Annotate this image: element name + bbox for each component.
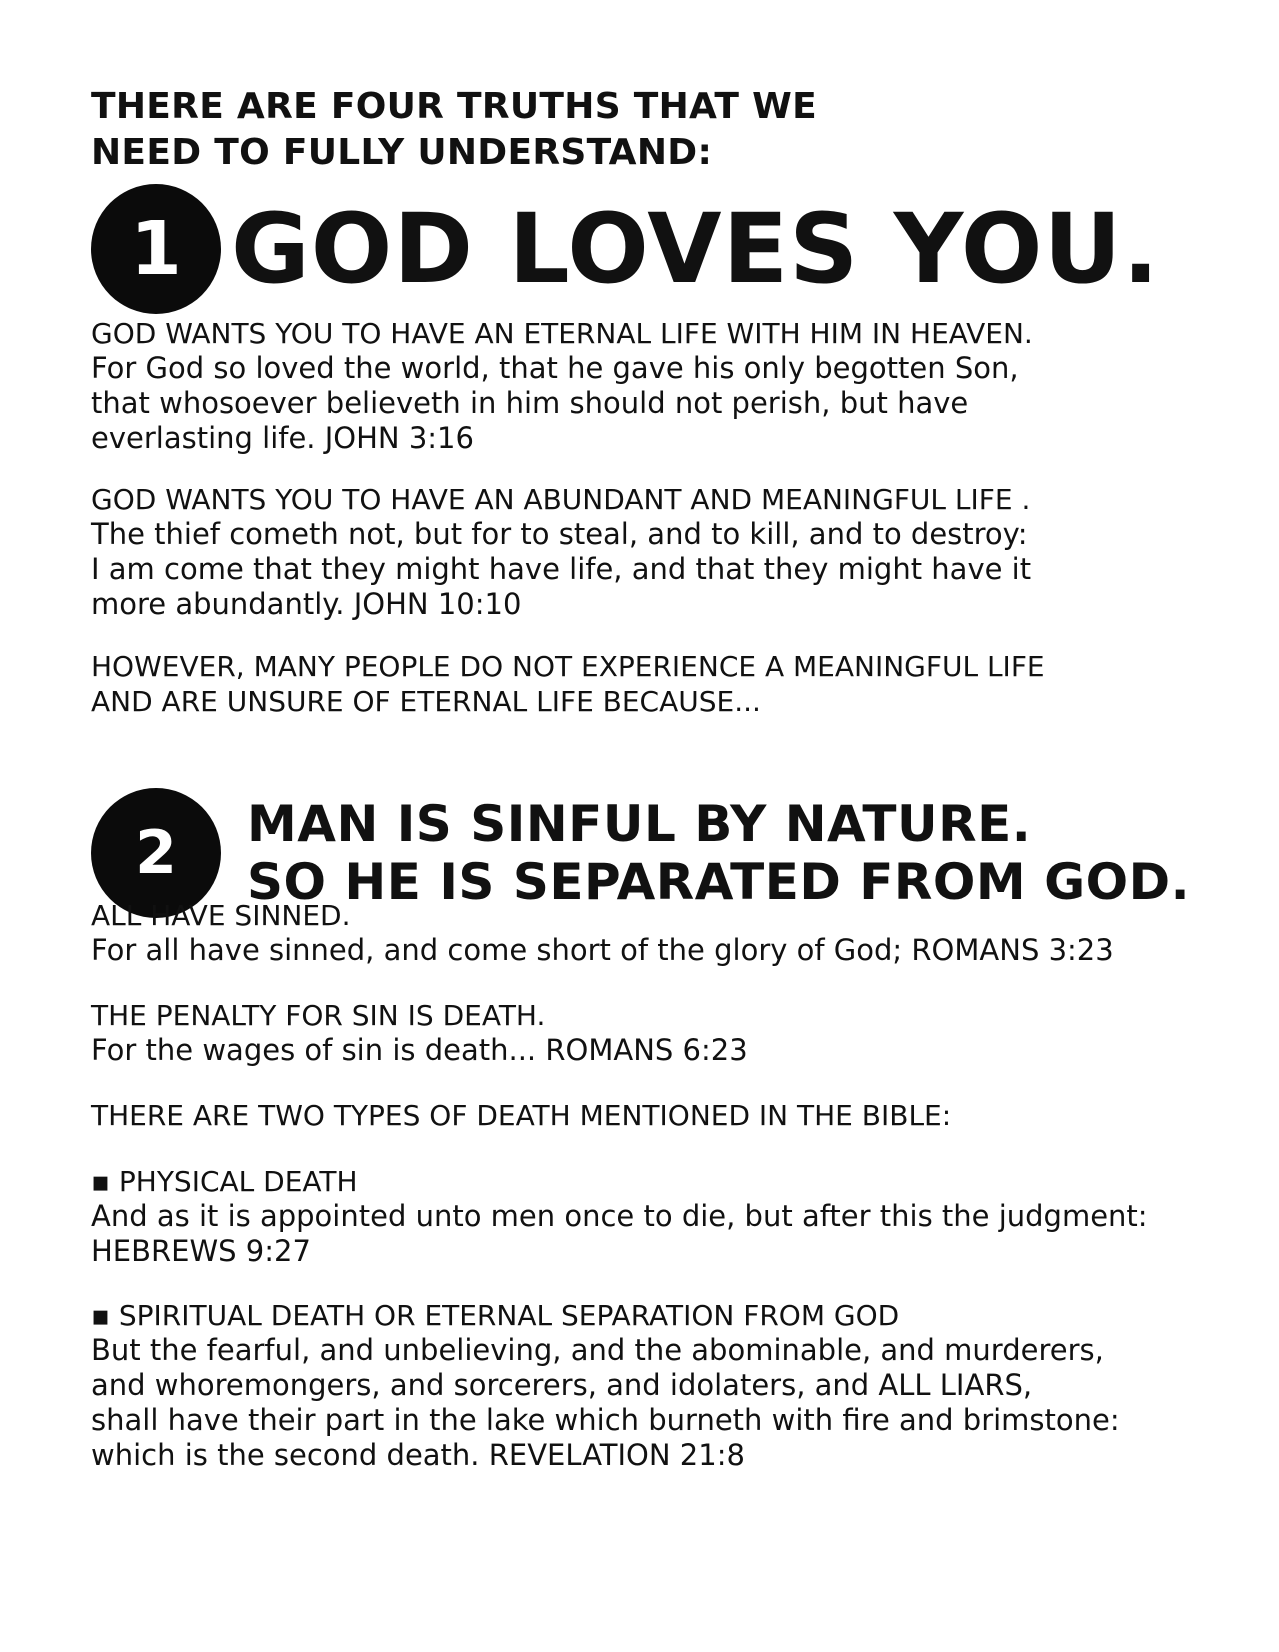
verse-line: And as it is appointed unto men once to die, but after this the judgment: <box>91 1199 1148 1233</box>
verse-line: For all have sinned, and come short of the glory of God; ROMANS 3:23 <box>91 933 1114 967</box>
verse-line: everlasting life. JOHN 3:16 <box>91 421 474 455</box>
number-1-badge: 1 <box>91 184 221 314</box>
section-heading: ▪ PHYSICAL DEATH <box>91 1165 358 1198</box>
section-heading: GOD WANTS YOU TO HAVE AN ETERNAL LIFE WITH HIM IN HEAVEN. <box>91 317 1033 350</box>
two-types-section <box>91 1098 1241 1133</box>
truth-1-title: GOD LOVES YOU. <box>231 193 1160 305</box>
section-heading: GOD WANTS YOU TO HAVE AN ABUNDANT AND MEANINGFUL LIFE . <box>91 483 1031 516</box>
verse-line: and whoremongers, and sorcerers, and idolaters, and ALL LIARS, <box>91 1368 1033 1402</box>
section-heading: ALL HAVE SINNED. <box>91 899 351 932</box>
intro-line-1: THERE ARE FOUR TRUTHS THAT WE <box>91 86 818 127</box>
intro-line-2: NEED TO FULLY UNDERSTAND: <box>91 132 713 173</box>
section-heading: THERE ARE TWO TYPES OF DEATH MENTIONED IN THE BIBLE: <box>91 1099 952 1132</box>
verse-line: that whosoever believeth in him should not perish, but have <box>91 386 969 420</box>
spiritual-death-section <box>91 1298 1241 1473</box>
verse-line: more abundantly. JOHN 10:10 <box>91 587 522 621</box>
number-2-badge: 2 <box>91 788 221 918</box>
intro-heading <box>91 84 1191 176</box>
physical-death-section <box>91 1164 1241 1269</box>
verse-line: HEBREWS 9:27 <box>91 1234 311 1268</box>
eternal-life-section <box>91 316 1241 456</box>
however-section <box>91 649 1241 719</box>
section-heading: ▪ SPIRITUAL DEATH OR ETERNAL SEPARATION FROM GOD <box>91 1299 900 1332</box>
truth-1-header <box>91 184 1160 314</box>
verse-line: But the fearful, and unbelieving, and the abominable, and murderers, <box>91 1333 1104 1367</box>
verse-line: shall have their part in the lake which burneth with fire and brimstone: <box>91 1403 1120 1437</box>
truth-2-title-line-2: SO HE IS SEPARATED FROM GOD. <box>247 853 1191 911</box>
penalty-section <box>91 998 1241 1068</box>
truth-2-title-line-1: MAN IS SINFUL BY NATURE. <box>247 795 1032 853</box>
truth-2-title <box>247 795 1190 911</box>
verse-line: which is the second death. REVELATION 21:8 <box>91 1438 745 1472</box>
section-heading: HOWEVER, MANY PEOPLE DO NOT EXPERIENCE A MEANINGFUL LIFE <box>91 650 1045 683</box>
verse-line: The thief cometh not, but for to steal, and to kill, and to destroy: <box>91 517 1028 551</box>
all-have-sinned-section <box>91 898 1241 968</box>
section-heading-continued: AND ARE UNSURE OF ETERNAL LIFE BECAUSE... <box>91 685 761 718</box>
verse-line: I am come that they might have life, and that they might have it <box>91 552 1032 586</box>
abundant-life-section <box>91 482 1241 622</box>
section-heading: THE PENALTY FOR SIN IS DEATH. <box>91 999 546 1032</box>
verse-line: For God so loved the world, that he gave his only begotten Son, <box>91 351 1019 385</box>
verse-line: For the wages of sin is death... ROMANS 6:23 <box>91 1033 748 1067</box>
